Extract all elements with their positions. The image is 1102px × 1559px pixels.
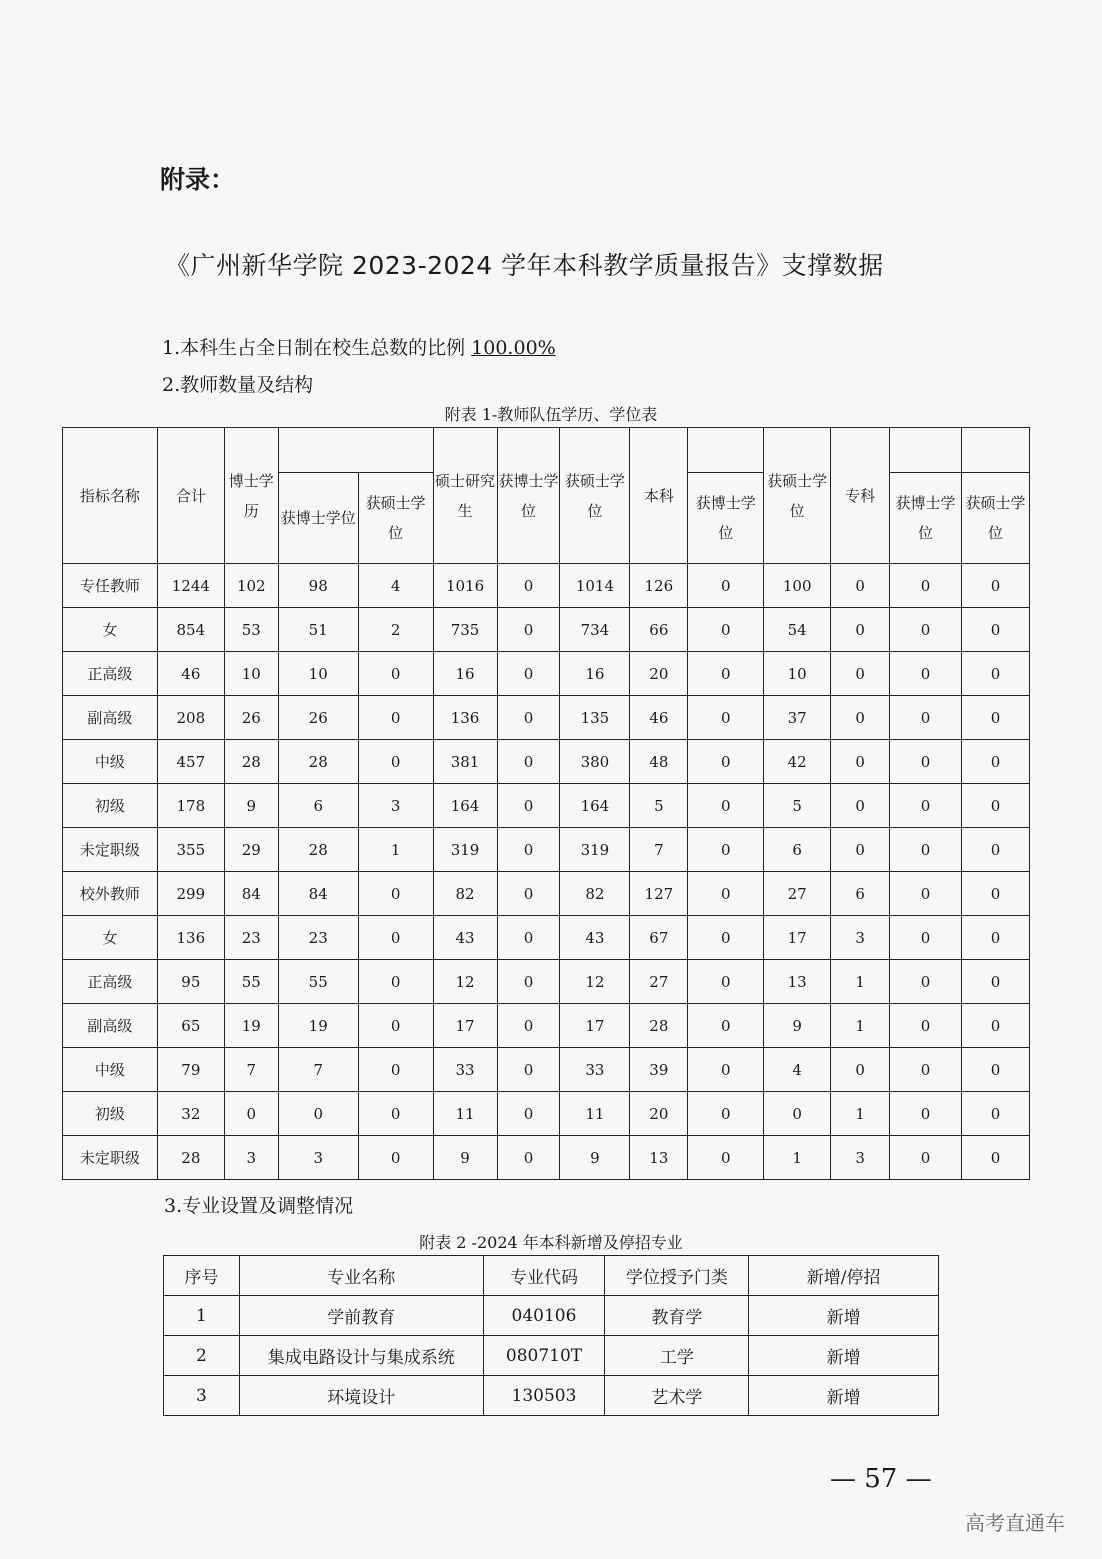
- table-cell: 0: [890, 960, 962, 1004]
- table-cell: 16: [560, 652, 630, 696]
- table-cell: 136: [433, 696, 497, 740]
- table-cell: 0: [961, 960, 1029, 1004]
- table-cell: 080710T: [483, 1336, 605, 1376]
- table-cell: 未定职级: [63, 1136, 158, 1180]
- table-cell: 0: [831, 1048, 890, 1092]
- table-row: [63, 1092, 1030, 1136]
- table-cell: 0: [890, 1048, 962, 1092]
- table-row: [63, 784, 1030, 828]
- table-cell: 0: [831, 696, 890, 740]
- header-blank-group: [890, 428, 962, 473]
- table-cell: 82: [433, 872, 497, 916]
- table-cell: 20: [630, 652, 688, 696]
- table-cell: 164: [433, 784, 497, 828]
- table-cell: 1: [831, 1092, 890, 1136]
- table-1-caption: 附表 1-教师队伍学历、学位表: [444, 405, 658, 424]
- table-cell: 3: [224, 1136, 278, 1180]
- table-cell: 0: [890, 916, 962, 960]
- header-master-phd-degree: 获博士学位: [497, 428, 560, 564]
- table-cell: 0: [764, 1092, 831, 1136]
- header-doctor-master-degree: 获硕士学位: [358, 473, 433, 564]
- table-cell: 工学: [605, 1336, 749, 1376]
- table-cell: 46: [630, 696, 688, 740]
- table-cell: 84: [278, 872, 358, 916]
- table-cell: 0: [688, 916, 764, 960]
- table-cell: 17: [764, 916, 831, 960]
- table-cell: 集成电路设计与集成系统: [239, 1336, 483, 1376]
- table-cell: 55: [224, 960, 278, 1004]
- table-cell: 11: [560, 1092, 630, 1136]
- table-cell: 10: [764, 652, 831, 696]
- table-cell: 0: [497, 1092, 560, 1136]
- table-cell: 12: [433, 960, 497, 1004]
- table-cell: 0: [890, 1136, 962, 1180]
- table-cell: 0: [688, 960, 764, 1004]
- table-cell: 1: [764, 1136, 831, 1180]
- table-cell: 初级: [63, 1092, 158, 1136]
- table-cell: 0: [831, 784, 890, 828]
- table-cell: 学前教育: [239, 1296, 483, 1336]
- table-cell: 127: [630, 872, 688, 916]
- table-row: [164, 1336, 939, 1376]
- table-cell: 0: [358, 960, 433, 1004]
- table-cell: 0: [688, 1004, 764, 1048]
- table-cell: 0: [890, 828, 962, 872]
- header-college-phd-degree: 获博士学位: [890, 473, 962, 564]
- table-cell: 0: [358, 916, 433, 960]
- table-cell: 新增: [749, 1336, 939, 1376]
- table-cell: 32: [157, 1092, 224, 1136]
- table-cell: 84: [224, 872, 278, 916]
- table-cell: 46: [157, 652, 224, 696]
- table-cell: 28: [630, 1004, 688, 1048]
- table-cell: 457: [157, 740, 224, 784]
- table-cell: 新增: [749, 1376, 939, 1416]
- table-cell: 0: [688, 1092, 764, 1136]
- table-cell: 33: [560, 1048, 630, 1092]
- header-bachelor-master-degree: 获硕士学位: [764, 428, 831, 564]
- table-cell: 初级: [63, 784, 158, 828]
- table-cell: 9: [764, 1004, 831, 1048]
- table-cell: 7: [630, 828, 688, 872]
- table-cell: 0: [961, 1004, 1029, 1048]
- table-cell: 0: [961, 1048, 1029, 1092]
- table-cell: 39: [630, 1048, 688, 1092]
- table-cell: 040106: [483, 1296, 605, 1336]
- table-cell: 0: [890, 608, 962, 652]
- table-cell: 副高级: [63, 1004, 158, 1048]
- table-cell: 0: [688, 740, 764, 784]
- table-cell: 28: [278, 740, 358, 784]
- table-cell: 副高级: [63, 696, 158, 740]
- table-cell: 0: [831, 740, 890, 784]
- table-cell: 0: [358, 652, 433, 696]
- table-cell: 0: [688, 1048, 764, 1092]
- table-row: [164, 1376, 939, 1416]
- table-row: [63, 1048, 1030, 1092]
- table-row: [164, 1296, 939, 1336]
- table-cell: 17: [560, 1004, 630, 1048]
- table-cell: 26: [278, 696, 358, 740]
- table-cell: 95: [157, 960, 224, 1004]
- table-cell: 0: [961, 784, 1029, 828]
- table-cell: 42: [764, 740, 831, 784]
- table-cell: 0: [688, 608, 764, 652]
- table-cell: 0: [890, 740, 962, 784]
- table-cell: 0: [890, 652, 962, 696]
- table-row: [63, 1004, 1030, 1048]
- table-cell: 中级: [63, 740, 158, 784]
- table-cell: 164: [560, 784, 630, 828]
- header-major-name: 专业名称: [239, 1256, 483, 1296]
- table-cell: 13: [764, 960, 831, 1004]
- table-cell: 55: [278, 960, 358, 1004]
- header-blank-group: [688, 428, 764, 473]
- table-cell: 43: [560, 916, 630, 960]
- table-cell: 0: [224, 1092, 278, 1136]
- table-cell: 3: [831, 916, 890, 960]
- table-cell: 1: [164, 1296, 240, 1336]
- table-cell: 0: [278, 1092, 358, 1136]
- table-cell: 中级: [63, 1048, 158, 1092]
- table-cell: 0: [831, 564, 890, 608]
- undergrad-ratio-value: 100.00%: [471, 337, 556, 359]
- table-cell: 0: [961, 652, 1029, 696]
- table-cell: 381: [433, 740, 497, 784]
- table-cell: 环境设计: [239, 1376, 483, 1416]
- table-row: [63, 652, 1030, 696]
- table-cell: 0: [497, 696, 560, 740]
- table-cell: 0: [497, 872, 560, 916]
- table-cell: 1: [831, 960, 890, 1004]
- table-row: [63, 1136, 1030, 1180]
- table-cell: 0: [358, 1136, 433, 1180]
- table-cell: 3: [831, 1136, 890, 1180]
- table-cell: 新增: [749, 1296, 939, 1336]
- table-cell: 0: [358, 872, 433, 916]
- table-cell: 0: [961, 564, 1029, 608]
- table-cell: 0: [497, 1136, 560, 1180]
- table-cell: 178: [157, 784, 224, 828]
- table-cell: 43: [433, 916, 497, 960]
- table-cell: 0: [497, 652, 560, 696]
- table-cell: 0: [497, 784, 560, 828]
- table-cell: 0: [890, 1004, 962, 1048]
- table-cell: 11: [433, 1092, 497, 1136]
- header-bachelor-phd-degree: 获博士学位: [688, 473, 764, 564]
- table-cell: 0: [688, 652, 764, 696]
- table-cell: 10: [224, 652, 278, 696]
- table-cell: 教育学: [605, 1296, 749, 1336]
- table-cell: 0: [831, 828, 890, 872]
- table-cell: 28: [157, 1136, 224, 1180]
- table-cell: 0: [497, 828, 560, 872]
- table-cell: 66: [630, 608, 688, 652]
- table-cell: 0: [831, 608, 890, 652]
- table-cell: 136: [157, 916, 224, 960]
- header-master-edu: 硕士研究生: [433, 428, 497, 564]
- table-cell: 82: [560, 872, 630, 916]
- header-total: 合计: [157, 428, 224, 564]
- table-cell: 17: [433, 1004, 497, 1048]
- table-cell: 0: [688, 696, 764, 740]
- section-1-text: 1.本科生占全日制在校生总数的比例: [162, 337, 472, 359]
- table-cell: 9: [433, 1136, 497, 1180]
- table-cell: 380: [560, 740, 630, 784]
- table-cell: 65: [157, 1004, 224, 1048]
- table-cell: 27: [630, 960, 688, 1004]
- table-cell: 5: [630, 784, 688, 828]
- table-cell: 5: [764, 784, 831, 828]
- table-cell: 734: [560, 608, 630, 652]
- table-cell: 正高级: [63, 960, 158, 1004]
- header-status: 新增/停招: [749, 1256, 939, 1296]
- table-cell: 0: [961, 740, 1029, 784]
- section-1: [162, 333, 556, 360]
- table-cell: 0: [890, 696, 962, 740]
- table-cell: 0: [890, 784, 962, 828]
- teacher-structure-table: [62, 427, 1030, 1180]
- table-cell: 0: [358, 1092, 433, 1136]
- table-cell: 12: [560, 960, 630, 1004]
- table-cell: 126: [630, 564, 688, 608]
- table-cell: 未定职级: [63, 828, 158, 872]
- table-cell: 27: [764, 872, 831, 916]
- table-cell: 0: [688, 872, 764, 916]
- table-cell: 0: [358, 696, 433, 740]
- table-cell: 67: [630, 916, 688, 960]
- header-degree-category: 学位授予门类: [605, 1256, 749, 1296]
- table-cell: 0: [961, 828, 1029, 872]
- table-cell: 48: [630, 740, 688, 784]
- table-cell: 7: [278, 1048, 358, 1092]
- table-cell: 7: [224, 1048, 278, 1092]
- table-cell: 53: [224, 608, 278, 652]
- table-cell: 0: [497, 740, 560, 784]
- table-cell: 54: [764, 608, 831, 652]
- header-junior-college-edu: 专科: [831, 428, 890, 564]
- table-cell: 9: [560, 1136, 630, 1180]
- table-cell: 6: [278, 784, 358, 828]
- table-cell: 3: [164, 1376, 240, 1416]
- major-adjustment-table: [163, 1255, 939, 1416]
- table-cell: 130503: [483, 1376, 605, 1416]
- table-cell: 19: [224, 1004, 278, 1048]
- table-cell: 0: [497, 1048, 560, 1092]
- table-cell: 735: [433, 608, 497, 652]
- table-cell: 0: [961, 1136, 1029, 1180]
- table-cell: 28: [224, 740, 278, 784]
- table-cell: 0: [497, 916, 560, 960]
- table-cell: 1016: [433, 564, 497, 608]
- table-cell: 4: [358, 564, 433, 608]
- table-cell: 1: [831, 1004, 890, 1048]
- table-cell: 0: [688, 784, 764, 828]
- table-cell: 37: [764, 696, 831, 740]
- table-cell: 3: [358, 784, 433, 828]
- table-cell: 0: [688, 1136, 764, 1180]
- header-indicator-name: 指标名称: [63, 428, 158, 564]
- table-cell: 0: [688, 564, 764, 608]
- table-cell: 319: [433, 828, 497, 872]
- report-title: 《广州新华学院 2023-2024 学年本科教学质量报告》支撑数据: [165, 251, 884, 280]
- header-doctorate-edu: 博士学历: [224, 428, 278, 564]
- header-blank-group: [278, 428, 433, 473]
- table-cell: 0: [497, 1004, 560, 1048]
- table-cell: 1014: [560, 564, 630, 608]
- table-cell: 2: [164, 1336, 240, 1376]
- table-cell: 100: [764, 564, 831, 608]
- table-cell: 33: [433, 1048, 497, 1092]
- table-row: [63, 608, 1030, 652]
- table-cell: 0: [961, 1092, 1029, 1136]
- header-doctor-phd-degree: 获博士学位: [278, 473, 358, 564]
- header-serial: 序号: [164, 1256, 240, 1296]
- table-row: [63, 960, 1030, 1004]
- table-cell: 13: [630, 1136, 688, 1180]
- table-cell: 854: [157, 608, 224, 652]
- table-cell: 1: [358, 828, 433, 872]
- table-cell: 0: [497, 608, 560, 652]
- table-cell: 51: [278, 608, 358, 652]
- header-college-master-degree: 获硕士学位: [961, 473, 1029, 564]
- table-cell: 0: [497, 960, 560, 1004]
- table-cell: 女: [63, 916, 158, 960]
- table-cell: 26: [224, 696, 278, 740]
- table-cell: 28: [278, 828, 358, 872]
- table-cell: 0: [961, 916, 1029, 960]
- table-cell: 355: [157, 828, 224, 872]
- table-cell: 0: [961, 872, 1029, 916]
- table-cell: 艺术学: [605, 1376, 749, 1416]
- table-cell: 29: [224, 828, 278, 872]
- table-cell: 正高级: [63, 652, 158, 696]
- table-cell: 0: [358, 1048, 433, 1092]
- table-cell: 9: [224, 784, 278, 828]
- table-cell: 23: [224, 916, 278, 960]
- table-2-caption: 附表 2 -2024 年本科新增及停招专业: [419, 1233, 683, 1252]
- table-cell: 0: [961, 696, 1029, 740]
- table-row: [63, 696, 1030, 740]
- table-cell: 1244: [157, 564, 224, 608]
- table-cell: 0: [831, 652, 890, 696]
- table-row: [63, 872, 1030, 916]
- header-bachelor-edu: 本科: [630, 428, 688, 564]
- table-cell: 102: [224, 564, 278, 608]
- table-cell: 23: [278, 916, 358, 960]
- table-cell: 0: [688, 828, 764, 872]
- section-2-heading: 2.教师数量及结构: [162, 374, 314, 396]
- header-major-code: 专业代码: [483, 1256, 605, 1296]
- table-cell: 0: [358, 740, 433, 784]
- table-cell: 4: [764, 1048, 831, 1092]
- table-cell: 3: [278, 1136, 358, 1180]
- table-cell: 299: [157, 872, 224, 916]
- table-row: [63, 916, 1030, 960]
- watermark: 高考直通车: [965, 1511, 1065, 1535]
- header-blank-group: [961, 428, 1029, 473]
- table-cell: 10: [278, 652, 358, 696]
- header-master-master-degree: 获硕士学位: [560, 428, 630, 564]
- table-cell: 专任教师: [63, 564, 158, 608]
- table-cell: 女: [63, 608, 158, 652]
- table-row: [63, 564, 1030, 608]
- table-cell: 校外教师: [63, 872, 158, 916]
- table-cell: 79: [157, 1048, 224, 1092]
- table-cell: 135: [560, 696, 630, 740]
- table-cell: 6: [764, 828, 831, 872]
- table-cell: 208: [157, 696, 224, 740]
- table-cell: 16: [433, 652, 497, 696]
- table-cell: 0: [890, 564, 962, 608]
- table-cell: 6: [831, 872, 890, 916]
- table-cell: 0: [890, 872, 962, 916]
- appendix-label: 附录：: [160, 165, 236, 194]
- table-cell: 0: [358, 1004, 433, 1048]
- table-cell: 319: [560, 828, 630, 872]
- table-row: [63, 828, 1030, 872]
- table-cell: 0: [497, 564, 560, 608]
- table-cell: 20: [630, 1092, 688, 1136]
- table-cell: 0: [890, 1092, 962, 1136]
- table-row: [63, 740, 1030, 784]
- section-3-heading: 3.专业设置及调整情况: [164, 1195, 354, 1217]
- table-cell: 0: [961, 608, 1029, 652]
- table-cell: 2: [358, 608, 433, 652]
- table-cell: 19: [278, 1004, 358, 1048]
- table-cell: 98: [278, 564, 358, 608]
- page-number: — 57 —: [830, 1464, 932, 1494]
